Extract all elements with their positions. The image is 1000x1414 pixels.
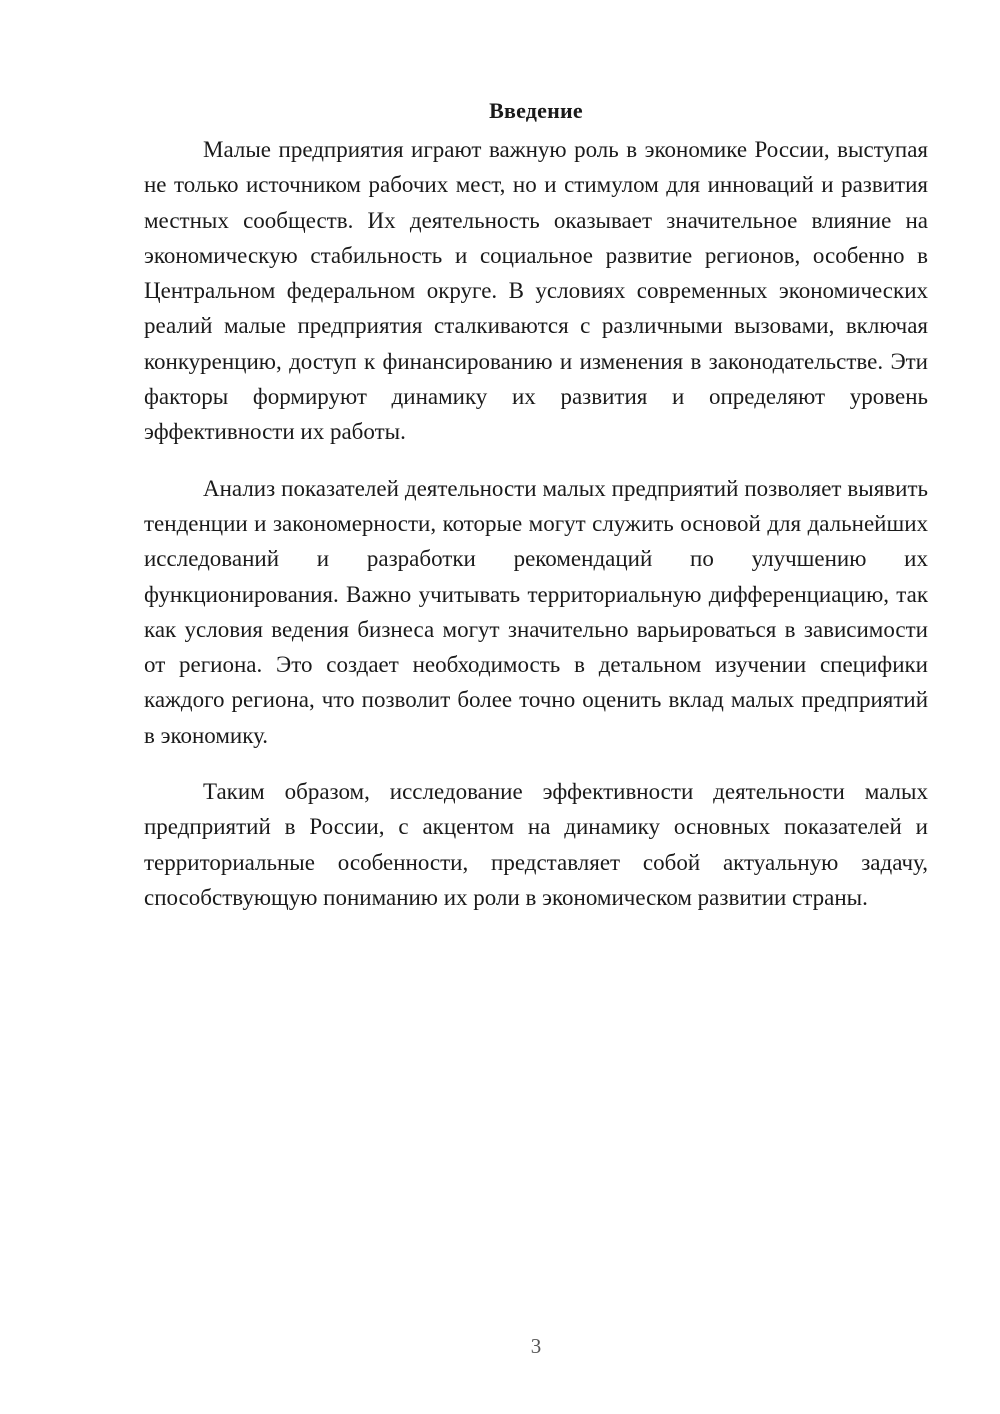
page-number: 3 xyxy=(530,1334,542,1358)
paragraph-1: Малые предприятия играют важную роль в экономике России, выступая не только источником рабочих мест, но и стимулом для инноваций и развития местных сообществ. Их деятельность оказывает значительное влияние на экономическую стабильность и социальное развитие регионов, особенно в Центральном федеральном округе. В условиях современных экономических реалий малые предприятия сталкиваются с различными вызовами, включая конкуренцию, доступ к финансированию и изменения в законодательстве. Эти факторы формируют динамику их развития и определяют уровень эффективности их работы. xyxy=(144,137,928,445)
paragraph-3: Таким образом, исследование эффективности деятельности малых предприятий в России, с акцентом на динамику основных показателей и территориальные особенности, представляет собой актуальную задачу, способствующую пониманию их роли в экономическом развитии страны. xyxy=(144,779,928,910)
paragraph-2: Анализ показателей деятельности малых предприятий позволяет выявить тенденции и закономерности, которые могут служить основой для дальнейших исследований и разработки рекомендаций по улучшению их функционирования. Важно учитывать территориальную дифференциацию, так как условия ведения бизнеса могут значительно варьироваться в зависимости от региона. Это создает необходимость в детальном изучении специфики каждого региона, что позволит более точно оценить вклад малых предприятий в экономику. xyxy=(144,475,928,748)
section-heading: Введение xyxy=(489,98,583,123)
document-body xyxy=(144,96,928,936)
